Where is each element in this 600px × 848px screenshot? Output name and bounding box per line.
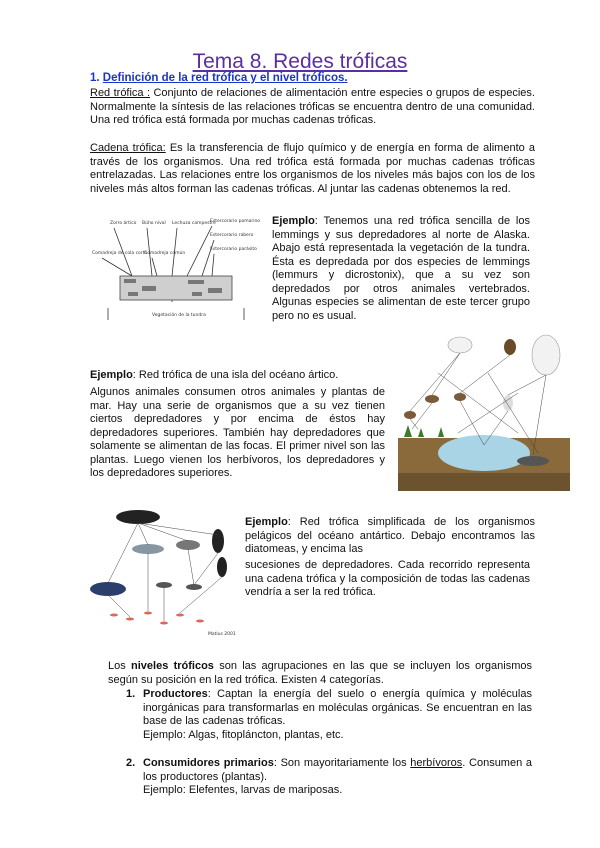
item-number: 1. (126, 688, 136, 700)
example2-lead: Ejemplo (90, 369, 133, 381)
antarctic-food-web-figure (90, 505, 240, 640)
bird-icon (425, 395, 439, 403)
example1-lead: Ejemplo (272, 215, 315, 227)
example3-lead: Ejemplo (245, 516, 288, 528)
label-vegetacion: Vegetación de la tundra (152, 313, 206, 318)
niveles-intro-pre: Los (108, 660, 132, 672)
example3-text: : Red trófica simplificada de los organismos pelágicos del océano antártico. Debajo encontramos las diatomeas, y encima las (245, 516, 535, 555)
penguin-icon (212, 529, 224, 553)
example3-paragraph-cont: sucesiones de depredadores. Cada recorrido representa una cadena trófica y la composición de todas las cadenas vendría a ser la red trófica. (245, 559, 530, 598)
item-number: 2. (126, 757, 136, 769)
list-item-consumidores (126, 757, 532, 798)
lemming-icon (404, 411, 416, 419)
krill-cluster (110, 612, 204, 625)
example2-heading-text: : Red trófica de una isla del océano ártico. (132, 369, 339, 381)
whale-icon (132, 544, 164, 554)
figure3-arrows (108, 523, 222, 621)
water (438, 435, 530, 471)
section-heading (90, 72, 348, 84)
niveles-intro (108, 660, 532, 687)
lemming-food-web-figure (92, 212, 264, 324)
section-label: Definición de la red trófica y el nivel tróficos. (102, 72, 348, 84)
example1-paragraph (272, 215, 530, 323)
label-estercorario-parasito: Estercorario parásito (210, 247, 257, 252)
section-number: 1. (90, 72, 100, 84)
consumidores-text-post: . Consumen a los productores (plantas). (143, 757, 533, 783)
page-title: Tema 8. Redes tróficas (192, 50, 408, 73)
niveles-intro-post: son las agrupaciones en las que se incluyen los organismos según su posición en la red trófica. Existen 4 categorías. (108, 660, 533, 686)
label-estercorario-pomarino: Estercorario pomarino (210, 219, 261, 224)
label-zorro: Zorro ártico (110, 221, 137, 226)
figure3-credit: Matíus 2001 (208, 632, 236, 637)
bird2-icon (454, 393, 466, 401)
term-consumidores-primarios: Consumidores primarios (143, 757, 274, 769)
term-niveles-troficos: niveles tróficos (131, 660, 214, 672)
label-lechuza: Lechuza campestre (172, 221, 216, 226)
label-comadreja-cola: Comadreja de cola corta (92, 251, 148, 256)
label-buho: Búho nival (142, 221, 166, 226)
example2-heading (90, 369, 385, 383)
productores-text: : Captan la energía del suelo o energía química y moléculas inorgánicas para transformarlas en moléculas orgánicas. Se encuentran en las base de las cadenas tróficas. (143, 688, 532, 727)
label-comadreja-comun: Comadreja común (144, 251, 186, 256)
raven-icon (504, 339, 516, 355)
example2-paragraph: Algunos animales consumen otros animales y plantas de mar. Hay una serie de organismos que a su vez tienen ciertos depredadores y por encima de éstos hay depredadores superiores. También hay depredadores que solamente se alimentan de las focas. El primer nivel son las plantas. Luego vienen los herbívoros, los depredadores y los depredadores superiores. (90, 386, 385, 479)
consumidores-text-pre: : Son mayoritariamente los (273, 757, 411, 769)
seal-icon (517, 456, 549, 466)
consumidores-example: Ejemplo: Elefentes, larvas de mariposas. (143, 784, 343, 796)
term-red-trofica: Red trófica : (90, 87, 151, 99)
example1-text: : Tenemos una red trófica sencilla de los lemmings y sus depredadores al norte de Alaska. Abajo está representada la vegetación de la tundra. Ésta es depredada por dos especies de lemmings (lemmurs y dicrostonix), que a su vez son depredados por otros animales vertebrados. Algunas especies se alimentan de este tercer grupo pero no es usual. (272, 215, 530, 322)
polar-bear-icon (532, 335, 560, 375)
arctic-fox-icon (448, 337, 472, 353)
blue-whale-icon (90, 582, 126, 596)
label-estercorario-rabero: Estercorario rabero (210, 233, 254, 238)
definition-red-trofica-text: Conjunto de relaciones de alimentación entre especies o grupos de especies. Normalmente la síntesis de las relaciones tróficas se encuentra dentro de una comunidad. Una red trófica está formada por muchas cadenas tróficas. (90, 87, 535, 126)
definition-red-trofica (90, 87, 535, 128)
example3-paragraph (245, 516, 535, 557)
penguin2-icon (217, 557, 227, 577)
term-productores: Productores (143, 688, 208, 700)
term-cadena-trofica: Cadena trófica: (90, 142, 166, 154)
arctic-island-food-web-figure (398, 333, 570, 491)
list-item-productores (126, 688, 532, 742)
definition-cadena-trofica-text: Es la transferencia de flujo químico y de energía en forma de alimento a través de los organismos. Una red trófica está formada por muchas cadenas tróficas entrelazadas. Las relaciones entre los organismos de los niveles más bajos con los de los niveles más altos forman las cadenas tróficas. Al juntar las cadenas obtenemos la red. (90, 142, 536, 195)
term-herbivoros: herbívoros (410, 757, 463, 769)
definition-cadena-trofica (90, 142, 535, 196)
productores-example: Ejemplo: Algas, fitopláncton, plantas, etc. (143, 728, 344, 741)
seal-icon (176, 540, 200, 550)
orca-icon (116, 510, 160, 524)
plant-icon (404, 425, 412, 437)
